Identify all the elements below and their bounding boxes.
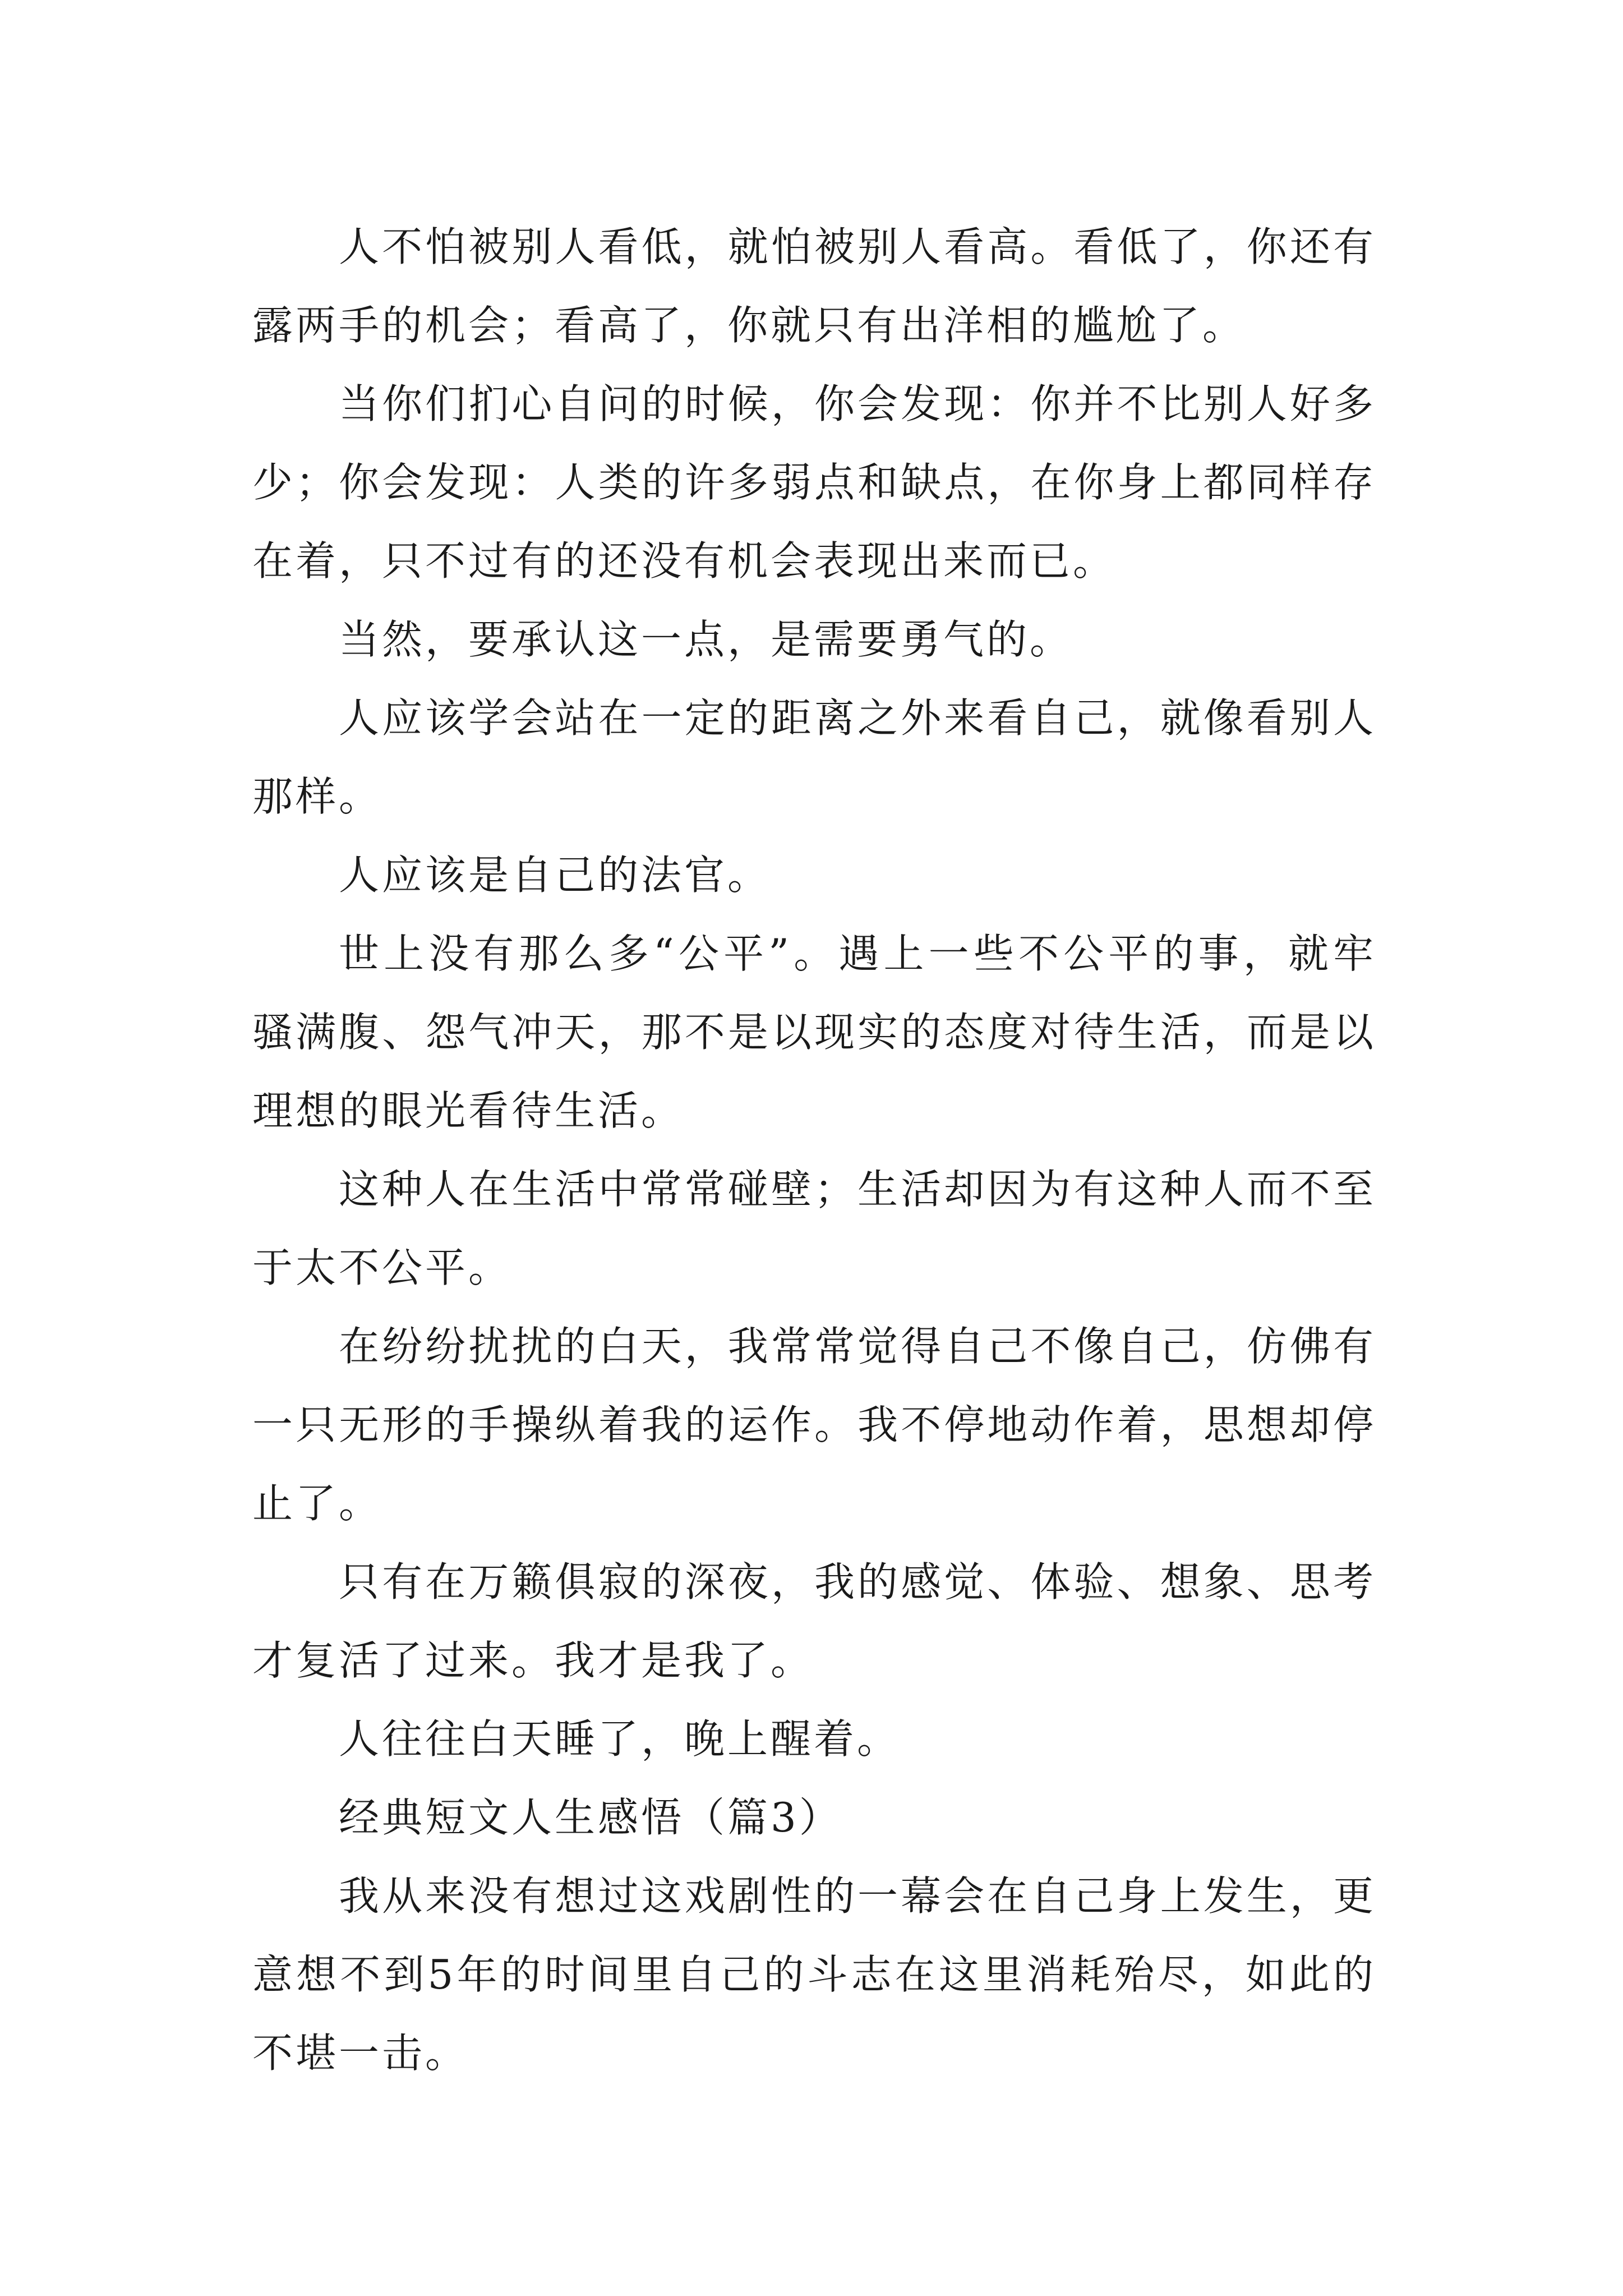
paragraph: 当你们扪心自问的时候，你会发现：你并不比别人好多少；你会发现：人类的许多弱点和缺点，在你身上都同样存在着，只不过有的还没有机会表现出来而已。: [252, 380, 1376, 585]
paragraph: 人应该学会站在一定的距离之外来看自己，就像看别人那样。: [252, 694, 1376, 820]
paragraph: 人往往白天睡了，晚上醒着。: [339, 1715, 901, 1763]
paragraph: 人应该是自己的法官。: [339, 852, 771, 899]
section-heading: 经典短文人生感悟（篇3）: [339, 1794, 842, 1841]
paragraph: 世上没有那么多“公平”。遇上一些不公平的事，就牢骚满腹、怨气冲天，那不是以现实的态度对待生活，而是以理想的眼光看待生活。: [252, 930, 1376, 1134]
paragraph: 当然，要承认这一点，是需要勇气的。: [339, 616, 1073, 663]
paragraph: 这种人在生活中常常碰壁；生活却因为有这种人而不至于太不公平。: [252, 1166, 1376, 1291]
paragraph: 人不怕被别人看低，就怕被别人看高。看低了，你还有露两手的机会；看高了，你就只有出洋相的尴尬了。: [252, 223, 1376, 349]
paragraph: 在纷纷扰扰的白天，我常常觉得自己不像自己，仿佛有一只无形的手操纵着我的运作。我不停地动作着，思想却停止了。: [252, 1323, 1376, 1527]
paragraph: 只有在万籁俱寂的深夜，我的感觉、体验、想象、思考才复活了过来。我才是我了。: [252, 1558, 1376, 1684]
document-page: [252, 208, 1376, 2092]
paragraph: 我从来没有想过这戏剧性的一幕会在自己身上发生，更意想不到5年的时间里自己的斗志在这里消耗殆尽，如此的不堪一击。: [252, 1872, 1376, 2077]
